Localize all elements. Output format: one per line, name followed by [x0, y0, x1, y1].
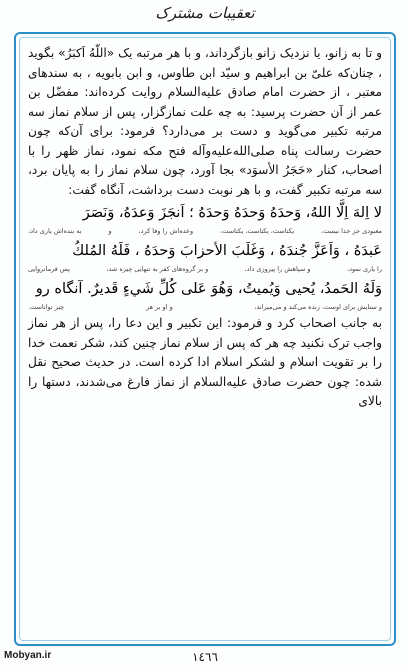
gloss-item: وعده‌اش را وفا کرد، [138, 227, 194, 235]
dua-gloss-2 [28, 264, 382, 274]
gloss-item: و سپاهش را پیروزی داد، [244, 265, 311, 273]
dua-line-3: وَلَهُ الحَمدُ، يُحيى وَيُميتُ، وَهُوَ عَلى كُلِّ شَيءٍ قَديرٌ. آنگاه رو [35, 281, 382, 297]
gloss-item: و [108, 227, 112, 235]
page-number: ١٤٦٦ [192, 650, 218, 664]
dua-line-2: عَبدَهُ ، وَاَعَزَّ جُندَهُ ، وَغَلَبَ الأحزابَ وَحدَهُ ، فَلَهُ المُلكُ [72, 243, 382, 259]
dua-gloss-1 [28, 226, 382, 236]
gloss-item: پس فرمانروایی [28, 265, 70, 273]
gloss-item: و او بر هر [146, 303, 173, 311]
site-watermark: Mobyan.ir [4, 650, 52, 661]
gloss-item: به بنده‌اش یاری داد، [28, 227, 82, 235]
gloss-item: و ستایش برای اوست، زنده می‌کند و می‌میراند، [254, 303, 382, 311]
page-title: تعقیبات مشترک [155, 4, 255, 22]
paragraph-closing: به جانب اصحاب کرد و فرمود: این تکبیر و این دعا را، پس از هر نماز واجب ترک نکنید چه هر که پس از سلام نماز چنین کند، شکر نعمت خدا را بر تقویت اسلام و لشکر اسلام ادا کرده است. در حدیث صحیح نقل شده: چون حضرت صادق علیه‌السلام از نماز فارغ می‌شدند، دستها را بالای [28, 316, 382, 408]
paragraph-intro: و تا به زانو، یا نزدیک زانو بازگرداند، و با هر مرتبه یک «اللّهُ اَکبَرُ» بگوید ، چنان‌که علیّ بن ابراهیم و سیّد ابن طاوس، و ابن بابویه ، به سندهای معتبر ، از حضرت امام صادق علیه‌السلام روایت کرده‌اند: مفضّل بن عمر از آن حضرت پرسید: به چه علت نمازگزار، پس از سلام نماز سه مرتبه تکبیر می‌گوید و دست بر می‌دارد؟ فرمود: برای آن‌که چون حضرت رسالت پناه صلی‌الله‌علیه‌وآله فتح مکه نمود، نماز ظهر را با اصحاب، کنار «حَجَرُ الأسوَد» بجا آورد، چون سلام نماز را به پایان برد، سه مرتبه تکبیر گفت، و با هر نوبت دست برداشت، آنگاه گفت: [28, 46, 382, 197]
page-content [28, 44, 382, 412]
gloss-item: و بر گروه‌های کفر به تنهایی چیره شد، [106, 265, 209, 273]
dua-gloss-3 [28, 302, 382, 312]
gloss-item: معبودی جز خدا نیست، [320, 227, 382, 235]
gloss-item: یکتاست، یکتاست، یکتاست، [220, 227, 295, 235]
dua-line-1: لا اِلهَ اِلَّا اللهُ، وَحدَهُ وَحدَهُ وَحدَهُ ؛ اَنجَزَ وَعدَهُ، وَنَصَرَ [82, 205, 382, 221]
gloss-item: را یاری نمود، [346, 265, 382, 273]
gloss-item: چیز تواناست. [28, 303, 65, 311]
